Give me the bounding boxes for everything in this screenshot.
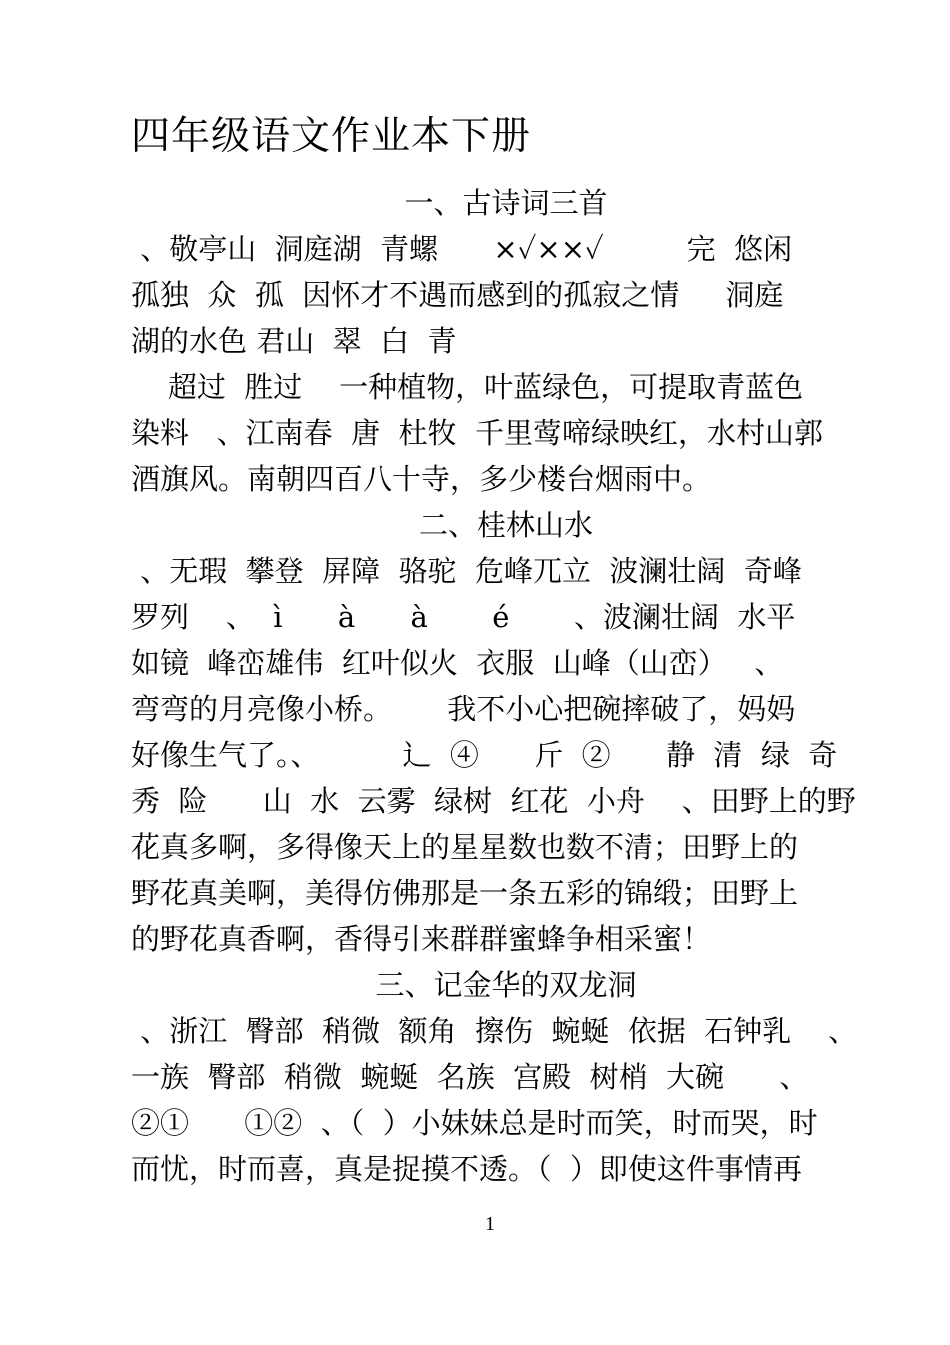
document-body — [131, 180, 861, 1192]
text-line: 的野花真香啊，香得引来群群蜜蜂争相采蜜！ — [131, 922, 712, 956]
text-line: 如镜 峰峦雄伟 红叶似火 衣服 山峰（山峦） 、 — [131, 646, 784, 680]
text-line: 染料 、江南春 唐 杜牧 千里莺啼绿映红，水村山郭 — [131, 416, 823, 450]
page-number: 1 — [485, 1213, 495, 1235]
text-line: 而忧，时而喜，真是捉摸不透。（ ）即使这件事情再 — [131, 1152, 802, 1186]
text-line: 花真多啊，多得像天上的星星数也数不清；田野上的 — [131, 830, 799, 864]
text-line: ②① ①② 、（ ）小妹妹总是时而笑，时而哭，时 — [131, 1106, 818, 1140]
text-line: 罗列 、 ì à à é 、波澜壮阔 水平 — [131, 600, 796, 634]
text-line: 湖的水色 君山 翠 白 青 — [131, 324, 457, 358]
text-line: 孤独 众 孤 因怀才不遇而感到的孤寂之情 洞庭 — [131, 278, 784, 312]
section-heading: 三、记金华的双龙洞 — [375, 968, 637, 1002]
text-line: 超过 胜过 一种植物，叶蓝绿色，可提取青蓝色 — [131, 370, 804, 404]
text-line: 好像生气了。、 辶 ④ 斤 ② 静 清 绿 奇 — [131, 738, 838, 772]
text-line: 、无瑕 攀登 屏障 骆驼 危峰兀立 波澜壮阔 奇峰 — [131, 554, 802, 588]
text-line: 、敬亭山 洞庭湖 青螺 ×✓××✓ 完 悠闲 — [131, 232, 793, 266]
text-line: 野花真美啊，美得仿佛那是一条五彩的锦缎；田野上 — [131, 876, 799, 910]
text-line: 一族 臀部 稍微 蜿蜒 名族 宫殿 树梢 大碗 、 — [131, 1060, 809, 1094]
document-title: 四年级语文作业本下册 — [131, 114, 532, 159]
text-line: 、浙江 臀部 稍微 额角 擦伤 蜿蜒 依据 石钟乳 、 — [131, 1014, 858, 1048]
section-heading: 一、古诗词三首 — [404, 186, 608, 220]
text-line: 酒旗风。南朝四百八十寺，多少楼台烟雨中。 — [131, 462, 712, 496]
text-line: 弯弯的月亮像小桥。 我不小心把碗摔破了，妈妈 — [131, 692, 796, 726]
section-heading: 二、桂林山水 — [418, 508, 593, 542]
text-line: 秀 险 山 水 云雾 绿树 红花 小舟 、田野上的野 — [131, 784, 856, 818]
